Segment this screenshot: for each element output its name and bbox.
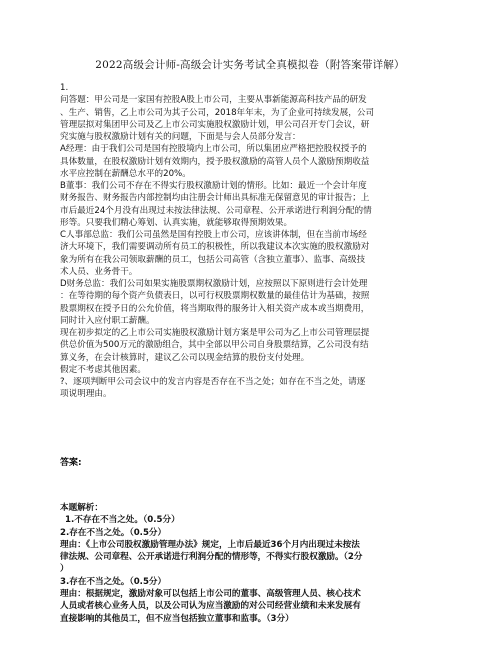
question-line: 问答题：甲公司是一家国有控股A股上市公司，主要从事新能源高科技产品的研发 (60, 95, 367, 106)
question-line: B董事：我们公司不存在不得实行股权激励计划的情形。比如：最近一个会计年度 (60, 181, 367, 191)
explanation-line: 1.不存在不当之处。（0.5分） (65, 515, 180, 526)
question-line: D财务总监：我们公司如果实施股票期权激励计划，应按照以下原则进行会计处理 (60, 279, 368, 289)
question-line: 现在初步拟定的乙上市公司实施股权激励计划方案是甲公司为乙上市公司管理层提 (60, 328, 370, 338)
question-line: 市后最近24个月没有出现过未按法律法规、公司章程、公开承诺进行利润分配的情 (60, 205, 372, 216)
question-line: A经理：由于我们公司是国有控股境内上市公司，所以集团应严格把控股权授予的 (60, 144, 367, 155)
question-line: ：在等待期的每个资产负债表日，以可行权股票期权数量的最佳估计为基础，按照 (60, 291, 370, 302)
explanation-line: 理由：根据规定，激励对象可以包括上市公司的董事、高级管理人员、核心技术 (60, 589, 361, 600)
question-line: 算义务，在会计核算时，建议乙公司以现金结算的股份支付处理。 (60, 352, 310, 363)
explanation-block (60, 502, 448, 625)
question-line: C人事部总监：我们公司虽然是国有控股上市公司，应该讲体制，但在当前市场经 (60, 230, 367, 240)
question-line: 水平应控制在薪酬总水平的20%。 (60, 168, 191, 179)
question-line: 供总价值为500万元的激励组合，其中全部以甲公司自身股票结算，乙公司没有结 (60, 340, 369, 351)
explanation-text (60, 514, 448, 625)
question-line: 究实施与股权激励计划有关的问题，下面是与会人员部分发言： (60, 132, 301, 142)
explanation-line: ） (60, 564, 69, 575)
question-block (60, 82, 448, 401)
question-line: 同时计入应付职工薪酬。 (60, 315, 155, 326)
question-line: 项说明理由。 (60, 389, 112, 400)
question-text (60, 94, 448, 400)
question-line: 财务报告、财务报告内部控制均由注册会计师出具标准无保留意见的审计报告；上 (60, 193, 370, 204)
question-line: 具体数量，在股权激励计划有效期内，授予股权激励的高管人员个人激励预期收益 (60, 156, 370, 167)
question-line: 、生产、销售，乙上市公司为其子公司，2018年年末，为了企业可持续发展，公司 (60, 107, 375, 118)
explanation-line: 3.存在不当之处。（0.5分） (60, 576, 167, 587)
answer-label: 答案: (60, 458, 82, 468)
explanation-title: 本题解析： (60, 503, 103, 513)
explanation-line: 律法规、公司章程、公开承诺进行利润分配的情形等，不得实行股权激励。（2分 (60, 552, 363, 563)
question-number: 1. (60, 83, 69, 93)
document-title: 2022高级会计师-高级会计实务考试全真模拟卷（附答案带详解） (95, 59, 405, 71)
explanation-line: 2.存在不当之处。（0.5分） (60, 527, 167, 538)
question-line: 股票期权在授予日的公允价值，将当期取得的服务计入相关资产成本或当期费用， (60, 303, 370, 314)
question-line: 形等。只要我们精心筹划、认真实施，就能够取得预期效果。 (60, 217, 293, 228)
question-line: 术人员、业务骨干。 (60, 266, 138, 277)
question-line: 象为所有在我公司领取薪酬的员工，包括公司高管（含独立董事）、监事、高级技 (60, 254, 366, 265)
question-line: 管理层拟对集团甲公司及乙上市公司实施股权激励计划，甲公司召开专门会议，研 (60, 119, 370, 130)
explanation-line: 人员或者核心业务人员，以及公司认为应当激励的对公司经营业绩和未来发展有 (60, 601, 361, 612)
explanation-line: 理由：《上市公司股权激励管理办法》规定，上市后最近36个月内出现过未按法 (60, 539, 360, 550)
question-line: ?、逐项判断甲公司会议中的发言内容是否存在不当之处；如存在不当之处，请逐 (60, 377, 366, 387)
explanation-line: 直接影响的其他员工，但不应当包括独立董事和监事。（3分） (60, 613, 294, 624)
question-line: 济大环境下，我们需要调动所有员工的积极性，所以我建议本次实施的股权激励对 (60, 242, 370, 253)
question-line: 假定不考虑其他因素。 (60, 364, 146, 375)
